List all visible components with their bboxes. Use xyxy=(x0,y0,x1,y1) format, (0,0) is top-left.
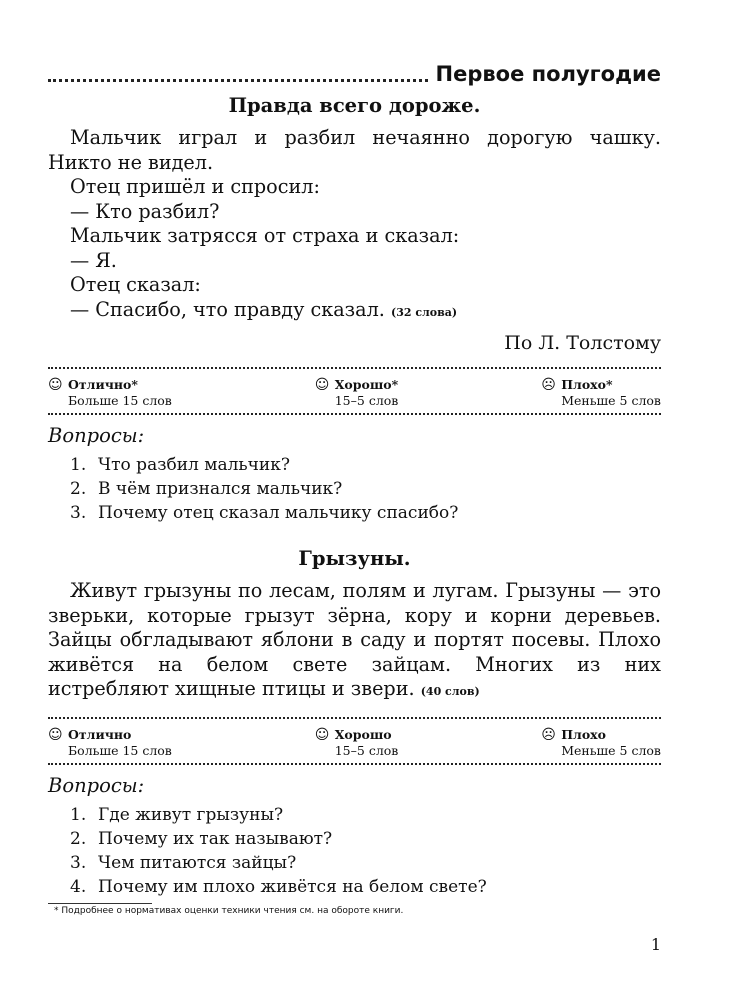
section-title: Первое полугодие xyxy=(435,62,661,86)
story-paragraph: Мальчик играл и разбил нечаянно дорогую чашку. Никто не видел. xyxy=(48,126,661,174)
rating-row xyxy=(48,719,661,759)
rating-label: Отлично xyxy=(68,726,132,742)
frown-icon: ☹ xyxy=(541,377,556,393)
question-item: 3. Почему отец сказал мальчику спасибо? xyxy=(70,503,459,523)
rating-detail: Больше 15 слов xyxy=(68,393,172,408)
smile-icon: ☺ xyxy=(48,726,63,743)
rating-detail: 15–5 слов xyxy=(334,393,399,408)
rating-label: Хорошо xyxy=(334,726,392,742)
questions-list xyxy=(70,453,661,525)
questions-heading: Вопросы: xyxy=(48,424,145,447)
author: По Л. Толстому xyxy=(504,332,661,354)
question-item: 4. Почему им плохо живётся на белом свете? xyxy=(70,876,487,897)
rating-good xyxy=(315,377,399,409)
story-body: Живут грызуны по лесам, полям и лугам. Грызуны — это зверьки, которые грызут зёрна, кору и корни деревьев. Зайцы обгладывают яблони в саду и портят посевы. Плохо живётся на белом свете зайцам. Многих из них истребляют хищные птицы и звери. xyxy=(48,579,661,700)
rating-excellent xyxy=(48,727,172,759)
rating-scale xyxy=(48,367,661,415)
page xyxy=(48,60,661,918)
story-text xyxy=(48,126,661,325)
question-item: 3. Чем питаются зайцы? xyxy=(70,852,297,873)
rating-detail: Больше 15 слов xyxy=(68,742,172,758)
smile-icon: ☺ xyxy=(48,377,63,393)
rating-bad xyxy=(541,377,661,409)
header-dotted-leader xyxy=(48,79,428,82)
rating-bad xyxy=(541,727,661,759)
rating-detail: 15–5 слов xyxy=(334,742,399,758)
rating-detail: Меньше 5 слов xyxy=(561,393,661,408)
footnote: * Подробнее о нормативах оценки техники чтения см. на обороте книги. xyxy=(54,905,404,916)
smile-icon: ☺ xyxy=(314,726,330,743)
rating-label: Плохо* xyxy=(561,377,613,392)
story-paragraph: Отец сказал: xyxy=(70,273,201,296)
section-header xyxy=(48,60,661,88)
question-item: 1. Что разбил мальчик? xyxy=(70,455,290,475)
story-last-line: — Спасибо, что правду сказал. xyxy=(70,297,385,321)
questions-list xyxy=(70,803,661,899)
question-item: 2. Почему их так называют? xyxy=(70,828,333,849)
page-number: 1 xyxy=(650,935,661,954)
story-paragraph: — Я. xyxy=(70,248,117,272)
rating-label: Хорошо* xyxy=(334,377,399,392)
story-paragraph xyxy=(48,298,661,326)
questions-heading: Вопросы: xyxy=(48,773,145,797)
rating-good xyxy=(315,727,399,759)
story-paragraph: Отец пришёл и спросил: xyxy=(70,175,320,198)
frown-icon: ☹ xyxy=(541,726,556,743)
word-count: (40 слов) xyxy=(420,685,480,698)
story-title: Правда всего дороже. xyxy=(228,94,481,117)
smile-icon: ☺ xyxy=(314,377,330,393)
story-paragraph xyxy=(48,579,661,705)
story-title: Грызуны. xyxy=(298,547,411,570)
story-text xyxy=(48,579,661,705)
rating-label: Отлично* xyxy=(68,377,138,392)
question-item: 2. В чём признался мальчик? xyxy=(70,479,343,499)
rating-scale xyxy=(48,717,661,765)
dotted-divider xyxy=(48,763,661,765)
rating-label: Плохо xyxy=(561,726,606,742)
story-paragraph: Мальчик затрясся от страха и сказал: xyxy=(70,224,460,247)
word-count: (32 слова) xyxy=(390,305,458,319)
story-paragraph: — Кто разбил? xyxy=(70,199,220,223)
dotted-divider xyxy=(48,413,661,415)
question-item: 1. Где живут грызуны? xyxy=(70,804,284,825)
rating-row xyxy=(48,369,661,409)
rating-excellent xyxy=(48,377,172,409)
rating-detail: Меньше 5 слов xyxy=(561,742,661,758)
